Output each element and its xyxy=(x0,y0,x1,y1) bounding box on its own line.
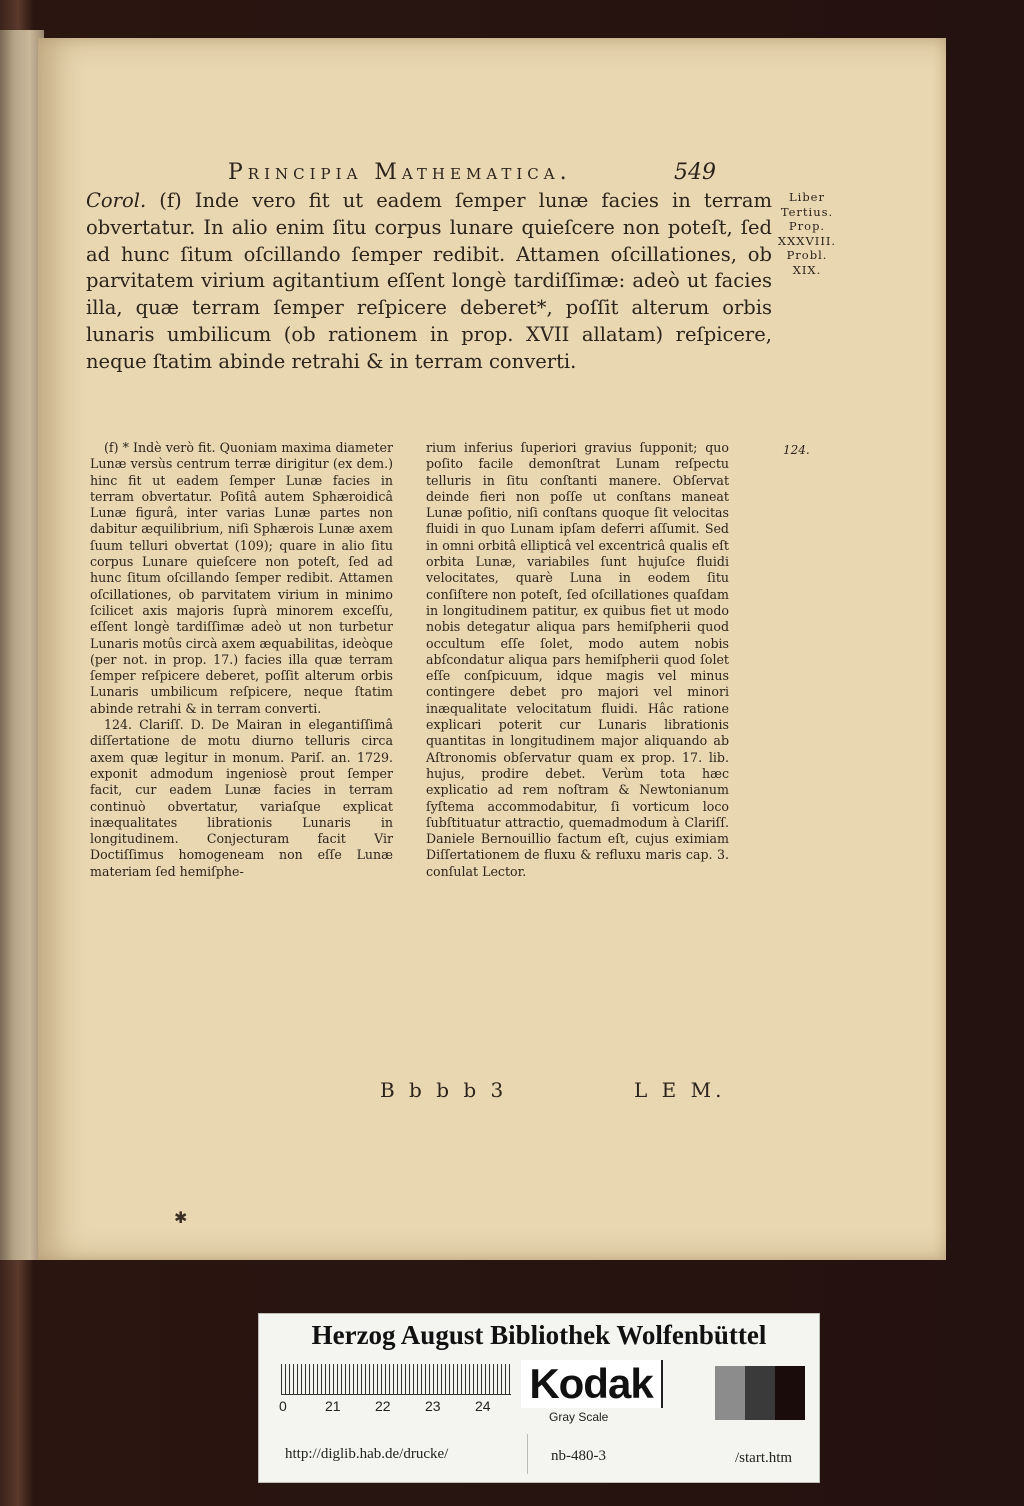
main-text-body: (f) Inde vero fit ut eadem ſemper lunæ facies in terram obvertatur. In alio enim ſitu corpus lunare quieſcere non poteſt, ſed ad hunc ſitum oſcillando ſemper redibit. Attamen oſcillationes, ob parvitatem virium agitantium eſſent longè tardiſſimæ: adeò ut facies illa, quæ terram ſemper reſpicere deberet*, poſſit alterum orbis lunaris umbilicum (ob rationem in prop. XVII allatam) reſpicere, neque ſtatim abinde retrahi & in terram converti. xyxy=(86,189,772,373)
margin-note-line: XXXVIII. xyxy=(777,233,837,248)
running-head: Principia Mathematica. xyxy=(228,160,572,185)
catchword: L E M. xyxy=(634,1078,726,1102)
margin-note-line: Liber xyxy=(789,190,825,204)
margin-note-line: Prop. xyxy=(788,219,826,233)
gray-patch xyxy=(715,1366,745,1420)
gray-patch xyxy=(745,1366,775,1420)
library-name: Herzog August Bibliothek Wolfenbüttel xyxy=(311,1320,767,1350)
calibration-card xyxy=(258,1313,820,1483)
ruler-label: 22 xyxy=(375,1398,391,1414)
corollary-label: Corol. xyxy=(86,189,147,212)
main-text xyxy=(86,188,772,376)
ruler-scale xyxy=(281,1364,511,1395)
margin-note-line: XIX. xyxy=(792,262,822,277)
page-number: 549 xyxy=(674,160,716,185)
shelfmark: nb-480-3 xyxy=(551,1448,606,1464)
footnote-column-right xyxy=(426,440,729,880)
ruler-label: 0 xyxy=(279,1398,287,1414)
footnote-paragraph: 124. Clariſſ. D. De Mairan in elegantiſſimâ diſſertatione de motu diurno telluris circa axem quæ legitur in monum. Pariſ. an. 1729. exponit admodum ingeniosè prout ſemper facit, cur eadem Lunæ facies in terram continuò obvertatur, variaſque explicat inæqualitates librationis Lunaris in longitudinem. Conjecturam facit Vir Doctiſſimus homogeneam non eſſe Lunæ materiam ſed hemiſphe- xyxy=(90,717,393,879)
gray-scale-label: Gray Scale xyxy=(549,1410,609,1424)
footnote-paragraph: (f) * Indè verò fit. Quoniam maxima diameter Lunæ versùs centrum terræ dirigitur (ex dem.) hinc fit ut eadem ſemper Lunæ facies in terram obvertatur. Poſitâ autem Sphæroidicâ Lunæ figurâ, inter varias Lunæ partes non dabitur æquilibrium, niſi Sphærois Lunæ axem ſuum telluri obvertat (109); quare in alio ſitu corpus Lunare quieſcere non poteſt, ſed ad hunc ſitum oſcillando ſemper redibit. Attamen oſcillationes, ob parvitatem virium in minimo ſcilicet axis majoris ſuprà minorem exceſſu, eſſent longè tardiſſimæ adeò ut non turbetur Lunaris motûs circà axem æquabilitas, ideòque (per not. in prop. 17.) facies illa quæ terram ſemper reſpicere deberet, poſſit alterum orbis Lunaris umbilicum reſpicere, neque ſtatim abinde retrahi & in terram converti. xyxy=(90,440,393,716)
card-divider xyxy=(527,1434,528,1474)
kodak-logo: Kodak xyxy=(521,1360,663,1408)
ink-speck-mark: ✱ xyxy=(174,1208,188,1227)
footnote-paragraph: rium inferius ſuperiori gravius ſupponit; quo poſito facile demonſtrat Lunam reſpectu telluris in ſitu conſtanti manere. Obſervat deinde fieri non poſſe ut conſtans maneat Lunæ poſitio, niſi conſtans quoque ſit velocitas fluidi in quo Lunam ipſam deferri aſſumit. Sed in omni orbitâ ellipticâ vel excentricâ qualis eſt orbita Lunæ, variabiles ſunt hujuſce fluidi velocitates, quarè Luna in eodem ſitu conſiſtere non poteſt, ſed oſcillationes quaſdam in longitudinem patitur, ex quibus fiet ut modo nobis detegatur aliqua pars hemiſpherii quod occultum eſſe ſolet, modo autem nobis abſcondatur aliqua pars hemiſpherii quod ſolet eſſe conſpicuum, idque magis vel minus contingere debet pro majori vel minori inæqualitate velocitatum fluidi. Hâc ratione explicari poterit cur Lunaris librationis quantitas in longitudinem major aliquando ab Aſtronomis obſervatur quam ex prop. 17. lib. hujus, prodire debet. Verùm tota hæc explicatio ad rem noſtram & Newtonianum ſyſtema accommodabitur, ſi vorticum loco ſubſtituatur attractio, quemadmodum à Clariſſ. Daniele Bernouillio factum eſt, cujus eximiam Diſſertationem de fluxu & refluxu maris cap. 3. conſulat Lector. xyxy=(426,440,729,879)
ruler-label: 24 xyxy=(475,1398,491,1414)
ruler-label: 23 xyxy=(425,1398,441,1414)
ruler-label: 21 xyxy=(325,1398,341,1414)
margin-note-124: 124. xyxy=(783,443,810,457)
margin-note-line: Probl. xyxy=(786,248,828,262)
margin-note xyxy=(776,190,838,277)
ruler-labels xyxy=(279,1398,519,1414)
gray-scale-patches xyxy=(715,1366,805,1420)
library-url: http://diglib.hab.de/drucke/ xyxy=(285,1446,449,1462)
signature-mark: B b b b 3 xyxy=(380,1078,508,1102)
margin-note-line: Tertius. xyxy=(780,204,834,219)
footnote-column-left xyxy=(90,440,393,880)
gray-patch xyxy=(775,1366,805,1420)
book-page xyxy=(38,38,946,1260)
start-page-link: /start.htm xyxy=(735,1450,793,1466)
